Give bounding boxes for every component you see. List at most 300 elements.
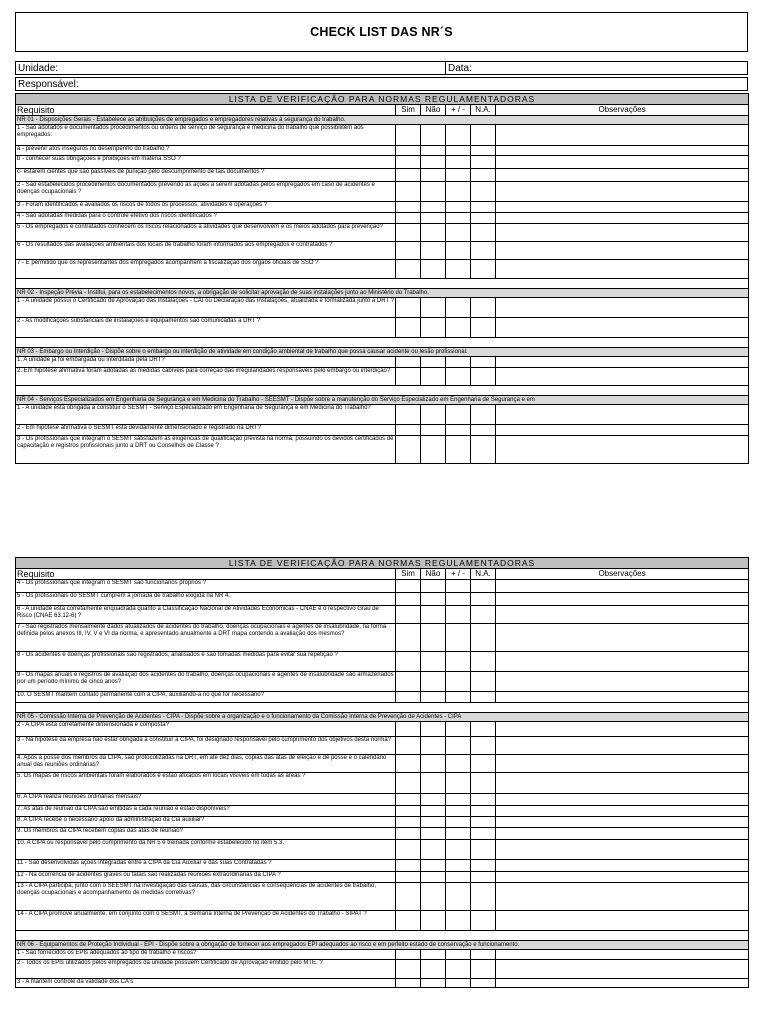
sim-cell[interactable] [396, 202, 421, 213]
nao-cell[interactable] [421, 298, 446, 318]
mais-menos-cell[interactable] [446, 872, 471, 883]
table-row [16, 213, 749, 224]
table-row [16, 872, 749, 883]
na-cell[interactable] [471, 224, 496, 242]
mais-menos-cell[interactable] [446, 436, 471, 464]
spacer-row [16, 703, 749, 713]
na-cell[interactable] [471, 182, 496, 202]
sim-cell[interactable] [396, 242, 421, 260]
nao-cell[interactable] [421, 156, 446, 169]
requisito-cell: c- estarem cientes que são passíveis de punição pelo descumprimento de tais documentos ? [16, 169, 396, 182]
observacoes-cell[interactable] [496, 737, 749, 755]
table-row [16, 298, 749, 318]
na-cell[interactable] [471, 672, 496, 692]
nao-cell[interactable] [421, 169, 446, 182]
sim-cell[interactable] [396, 828, 421, 840]
sim-cell[interactable] [396, 436, 421, 464]
requisito-cell: 4. Após a posse dos membros da CIPA, são protocolizadas na DRT, em até dez dias, cópias das atas de eleição e de posse e o calendário anual das reuniões ordinárias? [16, 755, 396, 773]
requisito-cell: 5 - Os profissionais do SESMT cumprem a jornada de trabalho exigida na NR 4. [16, 593, 396, 606]
requisito-cell: 5 - Os empregados e contratados conhecem os riscos relacionados a atividades que desenvolvem e os meios adotados para prevenção? [16, 224, 396, 242]
col-sim: Sim [396, 569, 421, 580]
sim-cell[interactable] [396, 405, 421, 425]
spacer-row [16, 279, 749, 289]
na-cell[interactable] [471, 883, 496, 911]
section-nr01-text: NR 01 - Disposições Gerais - Estabelece as atribuições de empregados e empregadores relativas à segurança do trabalho. [16, 116, 749, 125]
requisito-cell: 10. O SESMT mantém contato permanente com a CIPA, auxiliando-a no que for necessário? [16, 692, 396, 703]
na-cell[interactable] [471, 806, 496, 817]
checklist-table-1 [15, 93, 749, 464]
requisito-cell: 6. A CIPA realiza reuniões ordinárias mensais? [16, 794, 396, 806]
nao-cell[interactable] [421, 224, 446, 242]
col-mais-menos: + / - [446, 569, 471, 580]
section-nr05-text: NR 05 - Comissão Interna de Prevenção de Acidentes - CIPA - Dispõe sobre a organização e o funcionamento da Comissão Interna de Prevenção de Acidentes - CIPA [16, 713, 749, 722]
requisito-cell: 1. A unidade já foi embargada ou interditada pela DRT? [16, 357, 396, 368]
observacoes-cell[interactable] [496, 156, 749, 169]
sim-cell[interactable] [396, 950, 421, 960]
col-observacoes: Observações [496, 105, 749, 116]
mais-menos-cell[interactable] [446, 405, 471, 425]
nao-cell[interactable] [421, 806, 446, 817]
nao-cell[interactable] [421, 773, 446, 794]
table-row [16, 979, 749, 988]
banner-text: LISTA DE VERIFICAÇÃO PARA NORMAS REGULAMENTADORAS [16, 558, 749, 569]
observacoes-cell[interactable] [496, 806, 749, 817]
mais-menos-cell[interactable] [446, 737, 471, 755]
observacoes-cell[interactable] [496, 872, 749, 883]
requisito-cell: 3 - Na hipótese da empresa não estar obrigada a constituir a CIPA, foi designado responsável pelo cumprimento dos objetivos desta norma? [16, 737, 396, 755]
table-row [16, 593, 749, 606]
na-cell[interactable] [471, 840, 496, 860]
mais-menos-cell[interactable] [446, 911, 471, 931]
responsavel-label: Responsável: [18, 79, 79, 90]
nao-cell[interactable] [421, 425, 446, 436]
mais-menos-cell[interactable] [446, 979, 471, 988]
observacoes-cell[interactable] [496, 979, 749, 988]
sim-cell[interactable] [396, 580, 421, 593]
sim-cell[interactable] [396, 755, 421, 773]
na-cell[interactable] [471, 624, 496, 652]
requisito-cell: 4 - São adotadas medidas para o controle efetivo dos riscos identificados ? [16, 213, 396, 224]
table-row [16, 840, 749, 860]
table-row [16, 224, 749, 242]
responsavel-row [15, 77, 748, 91]
na-cell[interactable] [471, 960, 496, 979]
observacoes-cell[interactable] [496, 580, 749, 593]
sim-cell[interactable] [396, 156, 421, 169]
na-cell[interactable] [471, 652, 496, 672]
table-row [16, 202, 749, 213]
sim-cell[interactable] [396, 672, 421, 692]
na-cell[interactable] [471, 156, 496, 169]
unidade-data-row [15, 61, 748, 75]
sim-cell[interactable] [396, 182, 421, 202]
na-cell[interactable] [471, 169, 496, 182]
sim-cell[interactable] [396, 806, 421, 817]
col-mais-menos: + / - [446, 105, 471, 116]
observacoes-cell[interactable] [496, 950, 749, 960]
observacoes-cell[interactable] [496, 357, 749, 368]
na-cell[interactable] [471, 405, 496, 425]
sim-cell[interactable] [396, 737, 421, 755]
col-sim: Sim [396, 105, 421, 116]
section-nr06-text: NR 06 - Equipamentos de Proteção Individual - EPI - Dispõe sobre a obrigação de fornecer aos empregados EPI adequados ao risco e em perfeito estado de conservação e funcionamento. [16, 941, 749, 950]
observacoes-cell[interactable] [496, 202, 749, 213]
sim-cell[interactable] [396, 692, 421, 703]
na-cell[interactable] [471, 606, 496, 624]
requisito-cell: 12 - Na ocorrência de acidentes graves ou fatais são realizadas reuniões extraordinárias da CIPA ? [16, 872, 396, 883]
table-row [16, 860, 749, 872]
observacoes-cell[interactable] [496, 606, 749, 624]
nao-cell[interactable] [421, 357, 446, 368]
observacoes-cell[interactable] [496, 169, 749, 182]
na-cell[interactable] [471, 828, 496, 840]
sim-cell[interactable] [396, 794, 421, 806]
na-cell[interactable] [471, 755, 496, 773]
table-row [16, 405, 749, 425]
na-cell[interactable] [471, 737, 496, 755]
observacoes-cell[interactable] [496, 213, 749, 224]
nao-cell[interactable] [421, 872, 446, 883]
observacoes-cell[interactable] [496, 722, 749, 737]
sim-cell[interactable] [396, 357, 421, 368]
sim-cell[interactable] [396, 368, 421, 386]
nao-cell[interactable] [421, 242, 446, 260]
table-row [16, 357, 749, 368]
observacoes-cell[interactable] [496, 624, 749, 652]
unidade-label: Unidade: [18, 63, 59, 74]
sim-cell[interactable] [396, 883, 421, 911]
observacoes-cell[interactable] [496, 368, 749, 386]
requisito-cell: 11 - São desenvolvidas ações integradas entre a CIPA da Cia Auxiliar e das suas Contratadas ? [16, 860, 396, 872]
mais-menos-cell[interactable] [446, 298, 471, 318]
na-cell[interactable] [471, 911, 496, 931]
sim-cell[interactable] [396, 425, 421, 436]
na-cell[interactable] [471, 872, 496, 883]
nao-cell[interactable] [421, 606, 446, 624]
na-cell[interactable] [471, 436, 496, 464]
sim-cell[interactable] [396, 860, 421, 872]
observacoes-cell[interactable] [496, 405, 749, 425]
na-cell[interactable] [471, 722, 496, 737]
mais-menos-cell[interactable] [446, 840, 471, 860]
sim-cell[interactable] [396, 593, 421, 606]
mais-menos-cell[interactable] [446, 580, 471, 593]
requisito-cell: 10. A CIPA ou responsável pelo cumprimento da NR 5 é treinada conforme estabelecido no item 5.3. [16, 840, 396, 860]
table-row [16, 436, 749, 464]
na-cell[interactable] [471, 260, 496, 279]
section-header-nr06 [16, 941, 749, 950]
requisito-cell: 2 - Em hipótese afirmativa o SESMT está devidamente dimensionado e registrado na DRT? [16, 425, 396, 436]
observacoes-cell[interactable] [496, 425, 749, 436]
col-na: N.A. [471, 105, 496, 116]
observacoes-cell[interactable] [496, 828, 749, 840]
mais-menos-cell[interactable] [446, 692, 471, 703]
nao-cell[interactable] [421, 911, 446, 931]
requisito-cell: 1 - São fornecidos os EPIs adequados ao tipo de trabalho e riscos? [16, 950, 396, 960]
nao-cell[interactable] [421, 125, 446, 146]
observacoes-cell[interactable] [496, 883, 749, 911]
sim-cell[interactable] [396, 817, 421, 828]
mais-menos-cell[interactable] [446, 242, 471, 260]
sim-cell[interactable] [396, 979, 421, 988]
spacer-row [16, 338, 749, 348]
observacoes-cell[interactable] [496, 672, 749, 692]
nao-cell[interactable] [421, 979, 446, 988]
sim-cell[interactable] [396, 146, 421, 156]
mais-menos-cell[interactable] [446, 950, 471, 960]
nao-cell[interactable] [421, 817, 446, 828]
na-cell[interactable] [471, 593, 496, 606]
sim-cell[interactable] [396, 960, 421, 979]
na-cell[interactable] [471, 425, 496, 436]
section-header-nr04 [16, 396, 749, 405]
column-header-row [16, 569, 749, 580]
requisito-cell: 9 - Os mapas anuais e registros de avaliação dos acidentes do trabalho, doenças ocupacionais e agentes de insalubridade são armazenados por um período mínimo de cinco anos? [16, 672, 396, 692]
observacoes-cell[interactable] [496, 242, 749, 260]
mais-menos-cell[interactable] [446, 773, 471, 794]
mais-menos-cell[interactable] [446, 156, 471, 169]
observacoes-cell[interactable] [496, 593, 749, 606]
observacoes-cell[interactable] [496, 182, 749, 202]
data-label: Data: [448, 63, 472, 74]
na-cell[interactable] [471, 773, 496, 794]
spacer-row [16, 386, 749, 396]
nao-cell[interactable] [421, 182, 446, 202]
mais-menos-cell[interactable] [446, 125, 471, 146]
table-row [16, 755, 749, 773]
sim-cell[interactable] [396, 298, 421, 318]
requisito-cell: 7 - É permitido que os representantes dos empregados acompanhem a fiscalização dos orgãos oficiais de SSO ? [16, 260, 396, 279]
table-row [16, 260, 749, 279]
nao-cell[interactable] [421, 202, 446, 213]
observacoes-cell[interactable] [496, 224, 749, 242]
mais-menos-cell[interactable] [446, 883, 471, 911]
nao-cell[interactable] [421, 672, 446, 692]
requisito-cell: 1 - A unidade possui o Certificado de Aprovação das Instalações - CAI ou Declaração das Instalações, atualizada e formalizada junto a DRT ? [16, 298, 396, 318]
observacoes-cell[interactable] [496, 298, 749, 318]
mais-menos-cell[interactable] [446, 606, 471, 624]
table-row [16, 318, 749, 338]
nao-cell[interactable] [421, 722, 446, 737]
table-row [16, 368, 749, 386]
na-cell[interactable] [471, 817, 496, 828]
requisito-cell: 2 - As modificações substanciais de instalações e equipamentos são comunicadas a DRT ? [16, 318, 396, 338]
na-cell[interactable] [471, 213, 496, 224]
observacoes-cell[interactable] [496, 960, 749, 979]
table-row [16, 722, 749, 737]
table-row [16, 652, 749, 672]
observacoes-cell[interactable] [496, 692, 749, 703]
na-cell[interactable] [471, 357, 496, 368]
section-header-nr05 [16, 713, 749, 722]
sim-cell[interactable] [396, 169, 421, 182]
na-cell[interactable] [471, 860, 496, 872]
nao-cell[interactable] [421, 883, 446, 911]
na-cell[interactable] [471, 950, 496, 960]
sim-cell[interactable] [396, 260, 421, 279]
observacoes-cell[interactable] [496, 911, 749, 931]
observacoes-cell[interactable] [496, 260, 749, 279]
mais-menos-cell[interactable] [446, 202, 471, 213]
spacer-row [16, 931, 749, 941]
sim-cell[interactable] [396, 318, 421, 338]
sim-cell[interactable] [396, 773, 421, 794]
sim-cell[interactable] [396, 606, 421, 624]
mais-menos-cell[interactable] [446, 425, 471, 436]
nao-cell[interactable] [421, 318, 446, 338]
observacoes-cell[interactable] [496, 125, 749, 146]
table-banner [16, 558, 749, 569]
table-row [16, 125, 749, 146]
requisito-cell: 2 - A CIPA está corretamente dimensionada e composta? [16, 722, 396, 737]
na-cell[interactable] [471, 318, 496, 338]
nao-cell[interactable] [421, 593, 446, 606]
observacoes-cell[interactable] [496, 773, 749, 794]
mais-menos-cell[interactable] [446, 755, 471, 773]
requisito-cell: 4 - Os profissionais que integram o SESMT são funcionários próprios ? [16, 580, 396, 593]
observacoes-cell[interactable] [496, 318, 749, 338]
mais-menos-cell[interactable] [446, 368, 471, 386]
sim-cell[interactable] [396, 125, 421, 146]
mais-menos-cell[interactable] [446, 182, 471, 202]
table-row [16, 828, 749, 840]
requisito-cell: 1 - São adotados e documentados procedimentos ou ordens de serviço de segurança e medicina do trabalho que possibilitem aos empregados: [16, 125, 396, 146]
na-cell[interactable] [471, 794, 496, 806]
requisito-cell: 3 - Os profissionais que integram o SESMT satisfazem as exigências de qualificação prevista na norma, possuindo os devidos certificados de capacitação e registros profissionais junto a DRT ou Conselhos de Classe ? [16, 436, 396, 464]
mais-menos-cell[interactable] [446, 146, 471, 156]
nao-cell[interactable] [421, 755, 446, 773]
nao-cell[interactable] [421, 436, 446, 464]
nao-cell[interactable] [421, 828, 446, 840]
nao-cell[interactable] [421, 737, 446, 755]
section-nr04-text: NR 04 - Serviços Especializados em Engenharia de Segurança e em Medicina do Trabalho - SEESMT - Dispõe sobre a manutenção do Serviço Especializado em Engenharia de Segurança e em [16, 396, 749, 405]
requisito-cell: 13 - A CIPA participa, junto com o SEESMT na investigação das causas, das circunstâncias e consequências de acidentes de trabalho, doenças ocupacionais e acompanhamento de medidas corretivas? [16, 883, 396, 911]
table-row [16, 242, 749, 260]
section-header-nr03 [16, 348, 749, 357]
table-row [16, 960, 749, 979]
sim-cell[interactable] [396, 213, 421, 224]
table-row [16, 169, 749, 182]
mais-menos-cell[interactable] [446, 593, 471, 606]
nao-cell[interactable] [421, 624, 446, 652]
na-cell[interactable] [471, 125, 496, 146]
col-requisito: Requisito [16, 569, 396, 580]
observacoes-cell[interactable] [496, 840, 749, 860]
requisito-cell: 2 - São estabelecidos procedimentos documentados prevendo as ações a serem adotadas pelos empregados em caso de acidentes e doenças ocupacionais ? [16, 182, 396, 202]
observacoes-cell[interactable] [496, 794, 749, 806]
mais-menos-cell[interactable] [446, 260, 471, 279]
na-cell[interactable] [471, 298, 496, 318]
col-requisito: Requisito [16, 105, 396, 116]
table-row [16, 580, 749, 593]
section-nr03-text: NR 03 - Embargo ou Interdição - Dispõe sobre o embargo ou interdição de atividade em condição ambiental de trabalho que possa causar acidente ou lesão profissional. [16, 348, 749, 357]
section-nr02-text: NR 02 - Inspeção Prévia - Institui, para os estabelecimentos novos, a obrigação de solicitar aprovação de suas instalações junto ao Ministério do Trabalho. [16, 289, 749, 298]
checklist-table-2 [15, 557, 749, 988]
mais-menos-cell[interactable] [446, 318, 471, 338]
mais-menos-cell[interactable] [446, 794, 471, 806]
requisito-cell: 3 - Foram identificados e avaliados os riscos de todos os processos, atividades e operações ? [16, 202, 396, 213]
section-header-nr02 [16, 289, 749, 298]
nao-cell[interactable] [421, 692, 446, 703]
requisito-cell: 14 - A CIPA promove anualmente, em conjunto com o SESMT, a Semana Interna de Prevenção de Acidentes do Trabalho - SIPAT ? [16, 911, 396, 931]
nao-cell[interactable] [421, 960, 446, 979]
nao-cell[interactable] [421, 260, 446, 279]
sim-cell[interactable] [396, 652, 421, 672]
document-title: CHECK LIST DAS NR´S [15, 12, 748, 52]
nao-cell[interactable] [421, 580, 446, 593]
mais-menos-cell[interactable] [446, 806, 471, 817]
table-banner [16, 94, 749, 105]
mais-menos-cell[interactable] [446, 357, 471, 368]
nao-cell[interactable] [421, 652, 446, 672]
na-cell[interactable] [471, 368, 496, 386]
na-cell[interactable] [471, 202, 496, 213]
table-row [16, 182, 749, 202]
table-row [16, 146, 749, 156]
table-row [16, 794, 749, 806]
mais-menos-cell[interactable] [446, 860, 471, 872]
na-cell[interactable] [471, 580, 496, 593]
mais-menos-cell[interactable] [446, 960, 471, 979]
sim-cell[interactable] [396, 224, 421, 242]
na-cell[interactable] [471, 242, 496, 260]
table-row [16, 606, 749, 624]
nao-cell[interactable] [421, 950, 446, 960]
mais-menos-cell[interactable] [446, 169, 471, 182]
observacoes-cell[interactable] [496, 817, 749, 828]
sim-cell[interactable] [396, 722, 421, 737]
mais-menos-cell[interactable] [446, 828, 471, 840]
nao-cell[interactable] [421, 146, 446, 156]
requisito-cell: 6 - A unidade está corretamente enquadrada quanto a Classificação Nacional de Atividades Econômicas - CNAE e o respectivo Grau de Risco (CNAE 63.12-6) ? [16, 606, 396, 624]
mais-menos-cell[interactable] [446, 722, 471, 737]
mais-menos-cell[interactable] [446, 224, 471, 242]
nao-cell[interactable] [421, 368, 446, 386]
requisito-cell: 8 - Os acidentes e doenças profissionais são registrados, analisados e são tomadas medidas para evitar sua repetição ? [16, 652, 396, 672]
nao-cell[interactable] [421, 213, 446, 224]
table-row [16, 425, 749, 436]
nao-cell[interactable] [421, 405, 446, 425]
sim-cell[interactable] [396, 872, 421, 883]
table-row [16, 156, 749, 169]
requisito-cell: 7 - São registrados mensalmente dados atualizados de acidentes do trabalho, doenças ocupacionais e agentes de insalubridade, na forma definida pelos anexos III, IV, V e VI da norma, e apresentado anualmente a DRT mapa contendo a avaliação dos mesmos? [16, 624, 396, 652]
nao-cell[interactable] [421, 840, 446, 860]
observacoes-cell[interactable] [496, 436, 749, 464]
mais-menos-cell[interactable] [446, 672, 471, 692]
nao-cell[interactable] [421, 794, 446, 806]
observacoes-cell[interactable] [496, 860, 749, 872]
na-cell[interactable] [471, 146, 496, 156]
observacoes-cell[interactable] [496, 755, 749, 773]
mais-menos-cell[interactable] [446, 624, 471, 652]
table-row [16, 624, 749, 652]
sim-cell[interactable] [396, 911, 421, 931]
sim-cell[interactable] [396, 624, 421, 652]
mais-menos-cell[interactable] [446, 817, 471, 828]
mais-menos-cell[interactable] [446, 652, 471, 672]
col-na: N.A. [471, 569, 496, 580]
observacoes-cell[interactable] [496, 146, 749, 156]
observacoes-cell[interactable] [496, 652, 749, 672]
na-cell[interactable] [471, 692, 496, 703]
table-row [16, 806, 749, 817]
table-row [16, 672, 749, 692]
sim-cell[interactable] [396, 840, 421, 860]
mais-menos-cell[interactable] [446, 213, 471, 224]
nao-cell[interactable] [421, 860, 446, 872]
table-row [16, 817, 749, 828]
na-cell[interactable] [471, 979, 496, 988]
